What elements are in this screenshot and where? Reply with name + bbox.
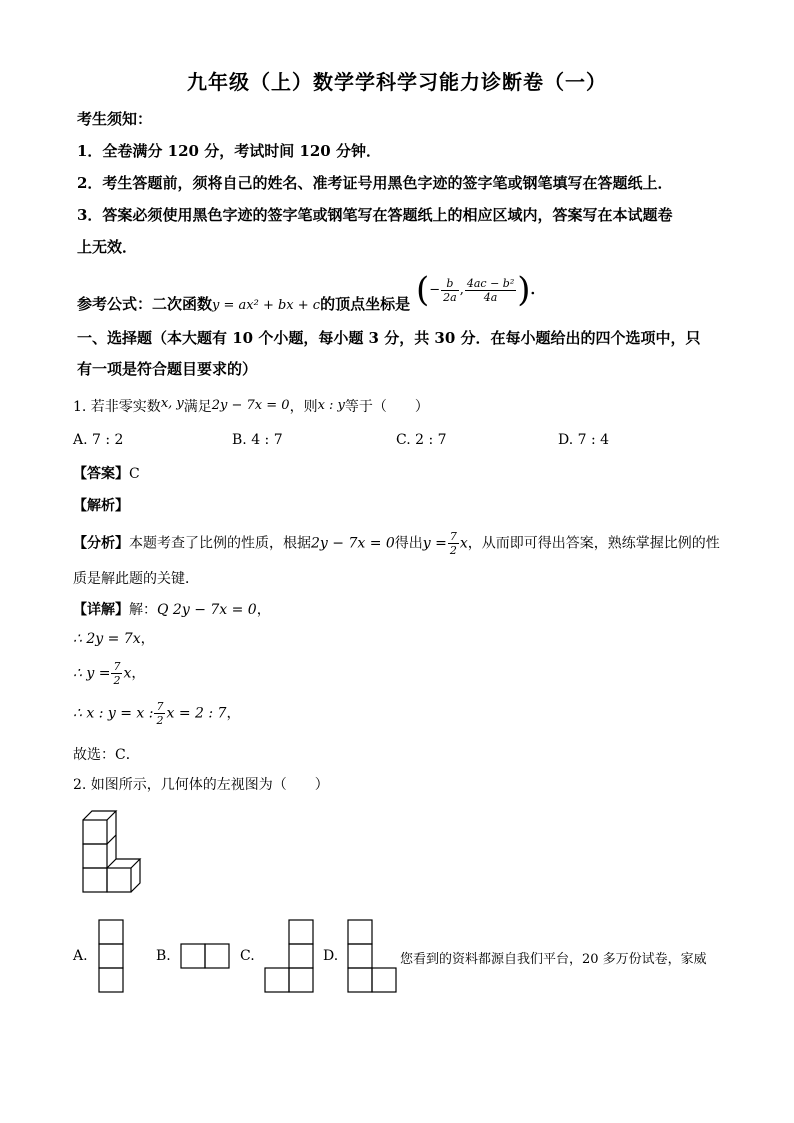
q2-option-b-label: B. <box>156 948 171 964</box>
q1-option-a: A. 7 : 2 <box>73 432 124 448</box>
q1-option-c: C. 2 : 7 <box>396 432 447 448</box>
notice-2: 2．考生答题前，须将自己的姓名、准考证号用黑色字迹的签字笔或钢笔填写在答题纸上． <box>77 174 673 192</box>
q2-option-c-figure <box>264 919 314 993</box>
q1-fenxi: 【分析】本题考查了比例的性质，根据2y − 7x = 0得出y = $\frac{7}{2}$ x，从而即可得出答案，熟练掌握比例的性 <box>73 530 720 557</box>
q1-stem: 1. 若非零实数x, y满足2y − 7x = 0，则x : y等于（ ） <box>73 396 429 415</box>
q1-answer: 【答案】C <box>73 466 140 482</box>
q1-choose: 故选：C． <box>73 747 140 763</box>
formula-line: 参考公式：二次函数y = ax² + bx + c的顶点坐标是 <box>77 295 411 313</box>
q1-fenxi-cont: 质是解此题的关键． <box>73 571 199 587</box>
section-1-heading: 一、选择题（本大题有 10 个小题，每小题 3 分，共 30 分．在每小题给出的四个选项中，只 <box>77 329 701 347</box>
section-1-heading-cont: 有一项是符合题目要求的） <box>77 360 258 378</box>
vertex-coordinate: (− $\frac{b}{2a}$ , $\frac{\text{4ac − b²}}{4a}$ )． <box>416 270 546 310</box>
notice-heading: 考生须知： <box>77 110 153 128</box>
q2-option-a-label: A. <box>73 948 88 964</box>
notice-3-cont: 上无效． <box>77 238 138 256</box>
q1-option-b: B. 4 : 7 <box>232 432 283 448</box>
q1-step-3: ∴ x : y = x : $\frac{7}{2}$ x = 2 : 7， <box>73 700 241 727</box>
q2-option-c-label: C. <box>240 948 255 964</box>
solid-figure <box>80 808 150 894</box>
q1-step-1: ∴ 2y = 7x， <box>73 631 155 647</box>
q1-detail: 【详解】解：Q 2y − 7x = 0， <box>73 602 271 618</box>
q2-option-d-figure <box>347 919 397 993</box>
q2-option-b-figure <box>180 943 230 969</box>
watermark-text: 您看到的资料都源自我们平台，20 多万份试卷，家威 <box>400 952 707 967</box>
page-title: 九年级（上）数学学科学习能力诊断卷（一） <box>187 70 607 94</box>
notice-1: 1．全卷满分 120 分，考试时间 120 分钟． <box>77 142 381 160</box>
q2-stem: 2. 如图所示，几何体的左视图为（ ） <box>73 777 329 793</box>
q1-step-2: ∴ y = $\frac{7}{2}$ x， <box>73 660 146 687</box>
formula-expr: y = ax² + bx + c <box>212 298 321 313</box>
notice-3: 3．答案必须使用黑色字迹的签字笔或钢笔写在答题纸上的相应区域内，答案写在本试题卷 <box>77 206 673 224</box>
q2-option-a-figure <box>98 919 124 993</box>
q2-option-d-label: D. <box>323 948 339 964</box>
q1-option-d: D. 7 : 4 <box>558 432 610 448</box>
q1-analysis-tag: 【解析】 <box>73 498 129 514</box>
